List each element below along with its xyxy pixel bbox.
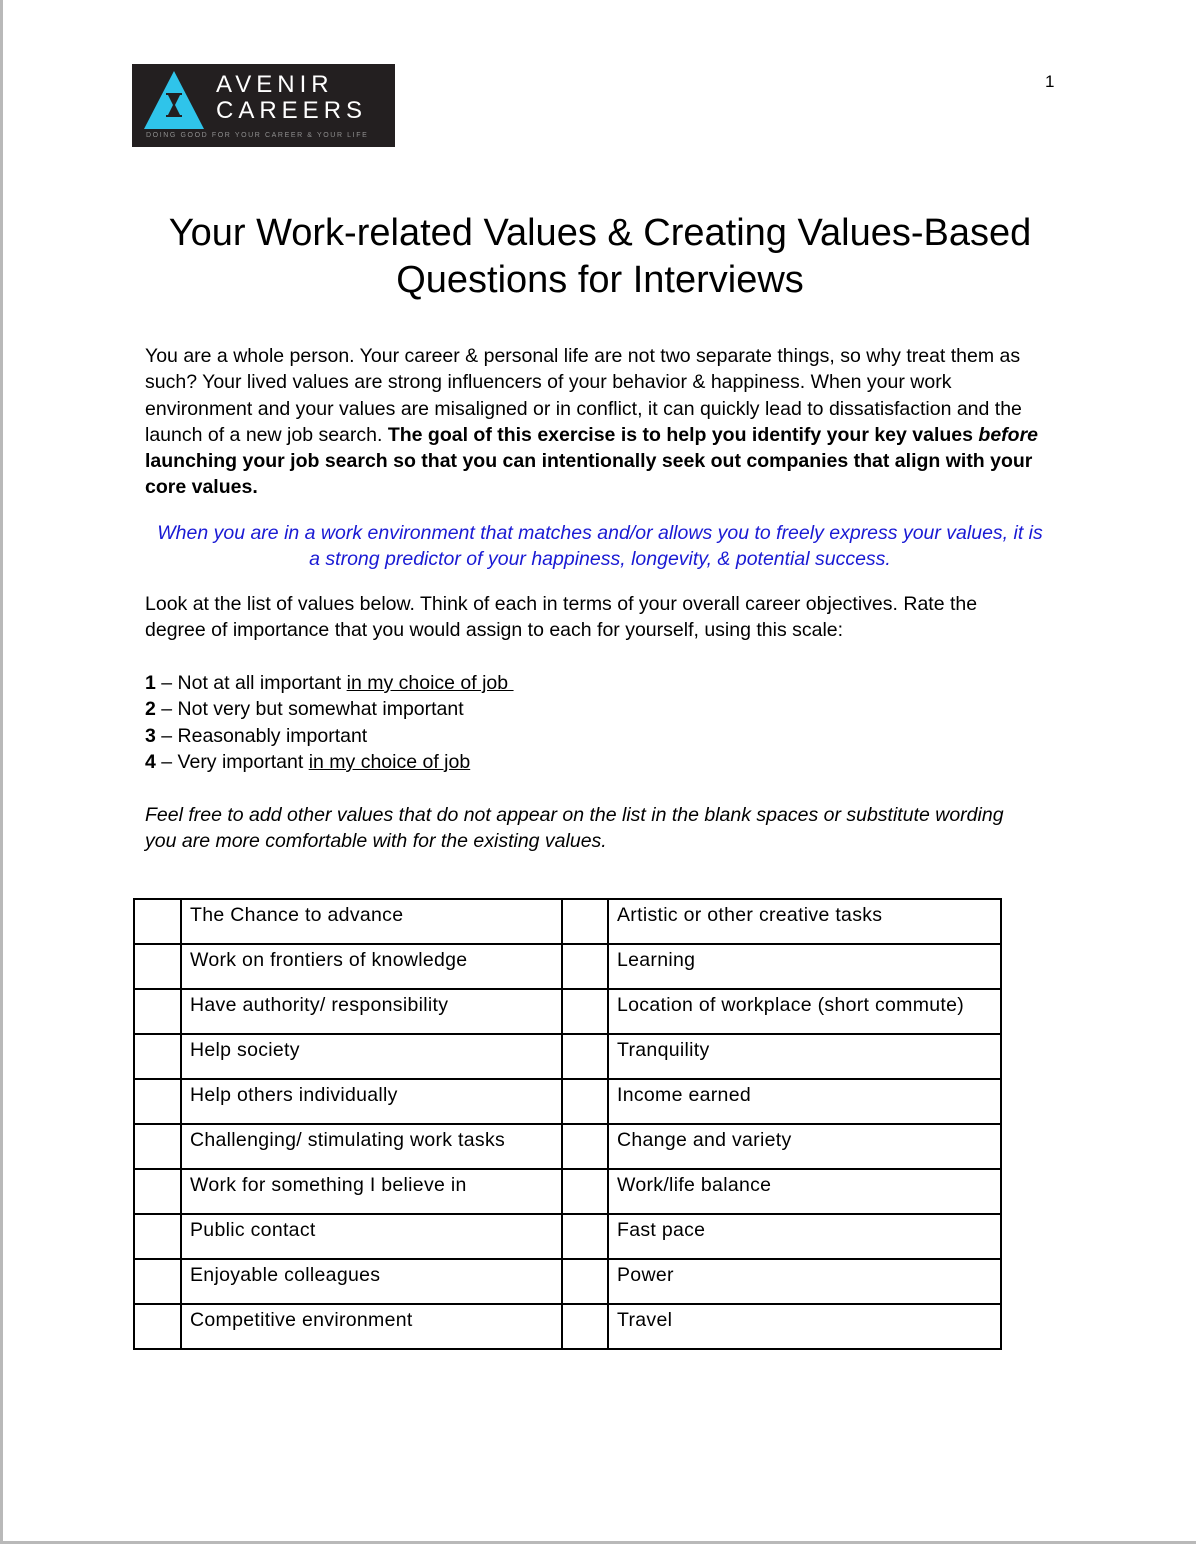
rating-cell[interactable]	[134, 989, 181, 1034]
logo-wordmark-line2: CAREERS	[216, 97, 368, 124]
scale-number: 4	[145, 750, 156, 773]
value-cell: Location of workplace (short commute)	[608, 989, 1001, 1034]
rating-cell[interactable]	[562, 899, 608, 944]
table-row	[134, 1259, 1001, 1304]
table-row	[134, 899, 1001, 944]
table-row	[134, 989, 1001, 1034]
values-quote: When you are in a work environment that matches and/or allows you to freely express your values, it is a strong predictor of your happiness, longevity, & potential success.	[157, 522, 1043, 571]
value-cell: Competitive environment	[181, 1304, 562, 1349]
value-cell: Help others individually	[181, 1079, 562, 1124]
rating-cell[interactable]	[562, 1304, 608, 1349]
rating-cell[interactable]	[134, 1169, 181, 1214]
rating-cell[interactable]	[562, 1079, 608, 1124]
values-table-body	[134, 899, 1001, 1349]
value-cell: Tranquility	[608, 1034, 1001, 1079]
value-cell: Public contact	[181, 1214, 562, 1259]
scale-number: 3	[145, 724, 156, 747]
table-row	[134, 1124, 1001, 1169]
scale-number: 2	[145, 698, 156, 721]
value-cell: Help society	[181, 1034, 562, 1079]
logo-tagline: DOING GOOD FOR YOUR CAREER & YOUR LIFE	[146, 132, 369, 139]
rating-cell[interactable]	[562, 989, 608, 1034]
rating-cell[interactable]	[134, 1124, 181, 1169]
scale-item	[145, 749, 1040, 775]
intro-paragraph	[145, 343, 1040, 501]
scale-text: – Very important	[155, 750, 309, 773]
scale-text: – Reasonably important	[155, 724, 368, 747]
note-paragraph: Feel free to add other values that do not appear on the list in the blank spaces or substitute wording you are more comfortable with for the existing values.	[145, 804, 1004, 853]
rating-cell[interactable]	[562, 1214, 608, 1259]
value-cell: Income earned	[608, 1079, 1001, 1124]
scale-number: 1	[145, 672, 156, 694]
rating-cell[interactable]	[562, 1124, 608, 1169]
title-line-1: Your Work-related Values & Creating Values-Based	[168, 212, 1032, 254]
value-cell: Learning	[608, 944, 1001, 989]
rating-cell[interactable]	[134, 1214, 181, 1259]
values-rating-table	[133, 898, 1002, 1350]
scale-text: – Not at all important	[155, 672, 347, 694]
rating-scale-list	[145, 670, 1040, 775]
value-cell: Power	[608, 1259, 1001, 1304]
value-cell: Travel	[608, 1304, 1001, 1349]
table-row	[134, 1079, 1001, 1124]
document-title	[120, 210, 1080, 304]
rating-cell[interactable]	[562, 1169, 608, 1214]
instructions-paragraph: Look at the list of values below. Think of each in terms of your overall career objectives. Rate the degree of importance that you would assign to each for yourself, using this scale:	[145, 593, 978, 642]
intro-goal-part-b: launching your job search so that you can intentionally seek out companies that align with your core values.	[145, 450, 1033, 499]
intro-goal-part-a: The goal of this exercise is to help you identify your key values	[387, 423, 979, 446]
value-cell: Challenging/ stimulating work tasks	[181, 1124, 562, 1169]
rating-cell[interactable]	[134, 1079, 181, 1124]
page-edge	[0, 0, 3, 1544]
title-line-2: Questions for Interviews	[396, 259, 804, 301]
page-number: 1	[1045, 72, 1055, 91]
value-cell: Fast pace	[608, 1214, 1001, 1259]
scale-item	[145, 723, 1040, 749]
rating-cell[interactable]	[562, 944, 608, 989]
hourglass-triangle-logo-icon	[144, 71, 204, 129]
value-cell: Work on frontiers of knowledge	[181, 944, 562, 989]
value-cell: Enjoyable colleagues	[181, 1259, 562, 1304]
table-row	[134, 1169, 1001, 1214]
table-row	[134, 944, 1001, 989]
scale-underlined-text: in my choice of job	[308, 750, 471, 773]
rating-cell[interactable]	[134, 1034, 181, 1079]
scale-underlined-text: in my choice of job	[346, 672, 514, 694]
value-cell: Change and variety	[608, 1124, 1001, 1169]
scale-item	[145, 696, 1040, 722]
table-row	[134, 1034, 1001, 1079]
rating-cell[interactable]	[562, 1259, 608, 1304]
value-cell: Artistic or other creative tasks	[608, 899, 1001, 944]
rating-cell[interactable]	[134, 944, 181, 989]
rating-cell[interactable]	[134, 1259, 181, 1304]
value-cell: The Chance to advance	[181, 899, 562, 944]
intro-emphasis: before	[978, 423, 1039, 446]
value-cell: Have authority/ responsibility	[181, 989, 562, 1034]
scale-text: – Not very but somewhat important	[155, 698, 464, 721]
table-row	[134, 1214, 1001, 1259]
scale-item	[145, 670, 1040, 696]
table-row	[134, 1304, 1001, 1349]
value-cell: Work for something I believe in	[181, 1169, 562, 1214]
intro-text: You are a whole person. Your career & personal life are not two separate things, so why treat them as such? Your lived values are strong influencers of your behavior & happiness. When your work environment and your values are misaligned or in conflict, it can quickly lead to dissatisfaction and the launch of a new job search.	[145, 345, 1022, 446]
rating-cell[interactable]	[134, 1304, 181, 1349]
value-cell: Work/life balance	[608, 1169, 1001, 1214]
logo-wordmark-line1: AVENIR	[216, 71, 334, 98]
rating-cell[interactable]	[134, 899, 181, 944]
avenir-careers-logo	[132, 64, 395, 147]
rating-cell[interactable]	[562, 1034, 608, 1079]
